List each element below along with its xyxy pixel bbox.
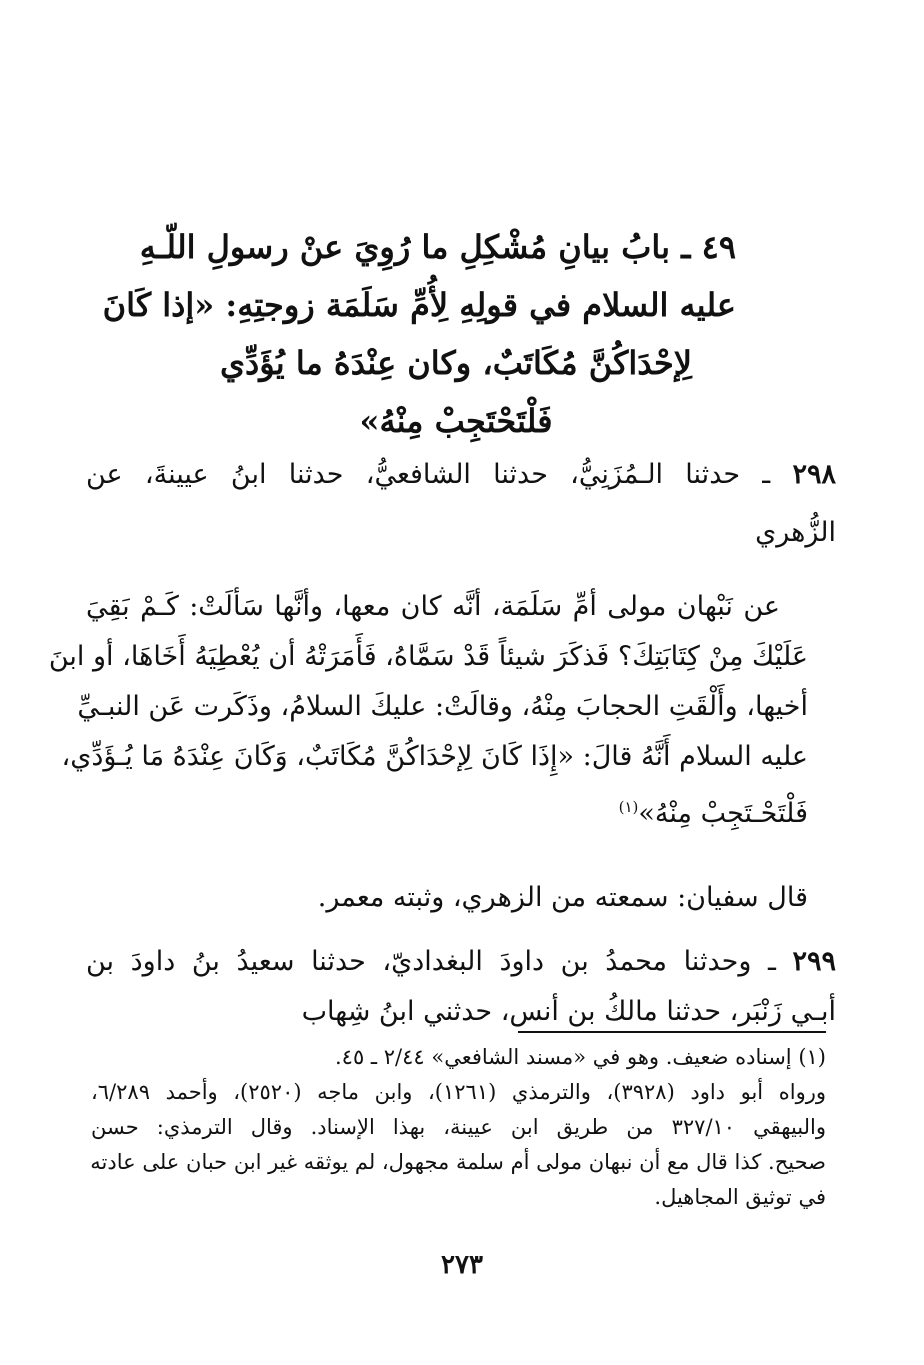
hadith-number: ٢٩٨ <box>792 459 836 490</box>
chapter-heading-line: ٤٩ ـ بابُ بيانِ مُشْكِلِ ما رُوِيَ عنْ رسولِ اللّـهِ <box>139 228 736 266</box>
chapter-heading-line: عليه السلام في قولِهِ لِأُمِّ سَلَمَة زوجتِهِ: «إذا كَانَ <box>102 286 736 324</box>
footnote-line: (١) إسناده ضعيف. وهو في «مسند الشافعي» ٢/٤٤ ـ ٤٥. <box>334 1045 826 1069</box>
hadith-299-line <box>86 937 836 987</box>
matn-line-last <box>86 782 836 839</box>
matn-line: عليه السلام أَنَّهُ قالَ: «إِذَا كَانَ لِإحْدَاكُنَّ مُكَاتَبٌ، وَكَانَ عِنْدَهُ مَا يُـؤَدِّي، <box>61 741 808 772</box>
hadith-298-isnad <box>86 450 836 558</box>
hadith-number: ٢٩٩ <box>792 946 836 977</box>
hadith-298-line-2: الزُّهري <box>755 517 836 548</box>
page-number: ٢٧٣ <box>441 1250 483 1280</box>
main-text <box>48 450 836 1037</box>
matn-line: عن نَبْهان مولى أمِّ سَلَمَة، أنَّه كان معها، وأنَّها سَألَتْ: كَـمْ بَقِيَ <box>86 591 780 622</box>
footnote-line: ورواه أبو داود (٣٩٢٨)، والترمذي (١٢٦١)، وابن ماجه (٢٥٢٠)، وأحمد ٦/٢٨٩، <box>91 1080 826 1104</box>
hadith-299-chain: ـ وحدثنا محمدُ بن داودَ البغداديّ، حدثنا سعيدُ بنُ داودَ بن <box>86 946 776 977</box>
footnote-reference[interactable]: (١) <box>618 798 639 816</box>
footnote-line: والبيهقي ٣٢٧/١٠ من طريق ابن عيينة، بهذا الإسناد. وقال الترمذي: حسن <box>91 1115 826 1139</box>
sufyan-remark: قال سفيان: سمعته من الزهري، وثبته معمر. <box>317 882 808 913</box>
footnote-line: صحيح. كذا قال مع أن نبهان مولى أم سلمة مجهول، لم يوثقه غير ابن حبان على عادته <box>90 1150 826 1174</box>
footnotes <box>91 1040 826 1215</box>
footnote-line: في توثيق المجاهيل. <box>654 1185 826 1209</box>
matn-line: عَلَيْكَ مِنْ كِتَابَتِكَ؟ فَذكَرَ شيئاً قَدْ سَمَّاهُ، فَأَمَرَتْهُ أن يُعْطِيَهُ أَخَاهَا، أو ابنَ <box>48 641 808 672</box>
footnote-separator <box>518 1031 826 1033</box>
matn-line: أخيها، وأَلْقَتِ الحجابَ مِنْهُ، وقالَتْ: عليكَ السلامُ، وذَكَرت عَن النبـيِّ <box>77 691 808 722</box>
chapter-heading-line: فَلْتَحْتَجِبْ مِنْهُ» <box>359 402 553 440</box>
chapter-heading <box>102 218 736 450</box>
matn-line: فَلْتَحْـتَجِبْ مِنْهُ» <box>638 798 808 829</box>
hadith-298-chain: ـ حدثنا الـمُزَنِيُّ، حدثنا الشافعيُّ، حدثنا ابنُ عيينةَ، عن <box>86 459 771 490</box>
hadith-299-isnad <box>86 937 836 1037</box>
chapter-heading-line: لِإحْدَاكُنَّ مُكَاتَبٌ، وكان عِنْدَهُ ما يُؤَدِّي <box>219 344 693 382</box>
hadith-298-line <box>86 450 836 500</box>
hadith-298-matn <box>48 582 836 839</box>
hadith-299-line-2: أبـي زَنْبَر، حدثنا مالكُ بن أنس، حدثني ابنُ شِهاب <box>301 996 836 1027</box>
